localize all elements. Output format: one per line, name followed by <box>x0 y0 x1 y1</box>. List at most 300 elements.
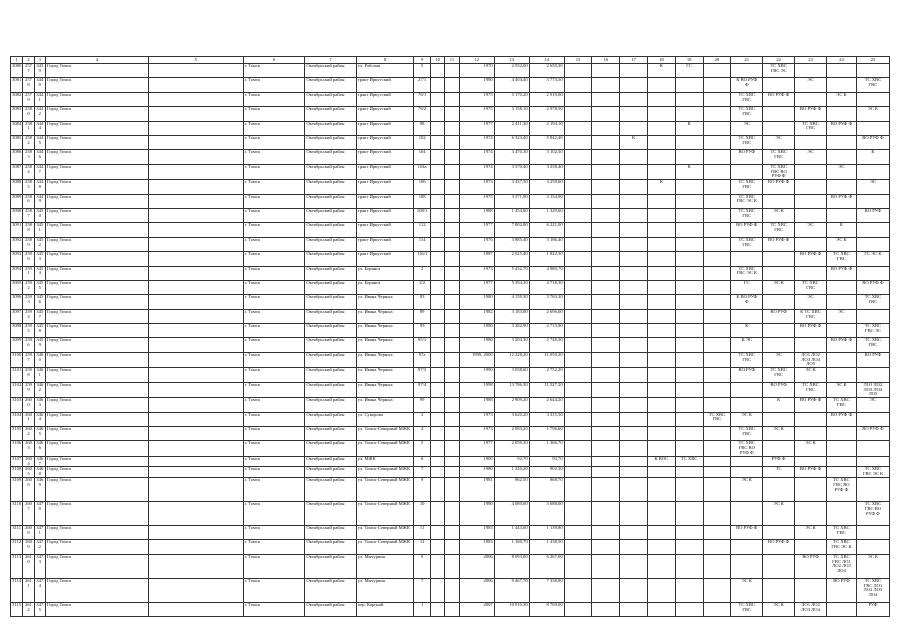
cell-col-16 <box>592 280 620 294</box>
cell-col-5 <box>148 107 243 121</box>
cell-col-21 <box>731 540 763 554</box>
cell-col-3: 3448 <box>34 180 45 194</box>
cell-col-8: ул. Беринга <box>356 280 414 294</box>
cell-col-15 <box>564 477 592 501</box>
cell-col-14: 3 258,40 <box>529 164 564 179</box>
cell-col-15 <box>564 602 592 616</box>
cell-col-23 <box>795 92 827 106</box>
cell-col-15 <box>564 441 592 456</box>
cell-col-14: 3 102,30 <box>529 150 564 164</box>
cell-col-21 <box>731 501 763 525</box>
cell-col-5 <box>148 194 243 208</box>
cell-col-20 <box>703 352 731 367</box>
cell-col-13: 3 282,90 <box>494 324 529 338</box>
column-number-22: 22 <box>763 57 795 64</box>
cell-col-20 <box>703 194 731 208</box>
cell-col-20 <box>703 92 731 106</box>
cell-col-25: РУФ <box>856 602 889 616</box>
cell-col-24 <box>827 150 857 164</box>
cell-col-11 <box>445 135 459 149</box>
cell-col-7: Октябрьский район <box>305 78 356 92</box>
cell-col-23: К ТС ХВС ГВС <box>795 309 827 323</box>
cell-col-12: 2006 <box>459 578 494 602</box>
cell-col-14: 2 696,00 <box>529 309 564 323</box>
cell-col-3: 3439 <box>34 64 45 78</box>
cell-col-3: 3470 <box>34 501 45 525</box>
cell-col-6: г. Томск <box>243 150 305 164</box>
cell-col-19 <box>675 578 703 602</box>
cell-col-25 <box>856 121 889 135</box>
cell-col-3: 3461 <box>34 368 45 382</box>
table-row <box>11 477 890 501</box>
cell-col-16 <box>592 194 620 208</box>
cell-col-24 <box>827 352 857 367</box>
cell-col-7: Октябрьский район <box>305 324 356 338</box>
cell-col-25 <box>856 64 889 78</box>
cell-col-5 <box>148 237 243 251</box>
cell-col-12: 1975 <box>459 194 494 208</box>
cell-col-8: ул. Ивана Черных <box>356 368 414 382</box>
cell-col-7: Октябрьский район <box>305 208 356 222</box>
cell-col-18 <box>647 194 675 208</box>
cell-col-16 <box>592 78 620 92</box>
cell-col-19 <box>675 602 703 616</box>
cell-col-25: ТС ХВС ГВС ВО РУФ Ф <box>856 501 889 525</box>
cell-col-23 <box>795 266 827 280</box>
cell-col-16 <box>592 309 620 323</box>
cell-col-3: 3468 <box>34 467 45 478</box>
cell-col-23: ВО РУФ <box>795 554 827 578</box>
cell-col-22: ВО РУФ Ф <box>763 92 795 106</box>
cell-col-12: 1977 <box>459 280 494 294</box>
cell-col-4: Город Томск <box>45 352 148 367</box>
cell-col-2: 2603 <box>23 441 34 456</box>
table-row <box>11 194 890 208</box>
cell-col-25: ГС ЭС К <box>856 252 889 266</box>
cell-col-6: г. Томск <box>243 501 305 525</box>
cell-col-12: 1977 <box>459 441 494 456</box>
cell-col-24: ЭС <box>827 164 857 179</box>
cell-col-23 <box>795 456 827 467</box>
cell-col-17 <box>620 252 648 266</box>
cell-col-2: 2611 <box>23 578 34 602</box>
cell-col-4: Город Томск <box>45 477 148 501</box>
cell-col-6: г. Томск <box>243 280 305 294</box>
cell-col-8: тракт Иркутский <box>356 194 414 208</box>
column-number-11: 11 <box>445 57 459 64</box>
cell-col-18 <box>647 252 675 266</box>
cell-col-18 <box>647 150 675 164</box>
cell-col-6: г. Томск <box>243 295 305 309</box>
cell-col-11 <box>445 223 459 237</box>
cell-col-9: 12 <box>414 540 430 554</box>
cell-col-20 <box>703 135 731 149</box>
cell-col-22 <box>763 525 795 539</box>
cell-col-13: 3 038,60 <box>494 368 529 382</box>
cell-col-12: 1975 <box>459 107 494 121</box>
cell-col-1: 3112 <box>11 540 23 554</box>
cell-col-7: Октябрьский район <box>305 64 356 78</box>
cell-col-8: тракт Иркутский <box>356 121 414 135</box>
cell-col-10 <box>430 295 444 309</box>
cell-col-22: ТС ХВС ГВС <box>763 150 795 164</box>
cell-col-1: 3099 <box>11 338 23 352</box>
cell-col-13: 3 158,10 <box>494 107 529 121</box>
cell-col-12: 1988 <box>459 208 494 222</box>
cell-col-16 <box>592 252 620 266</box>
cell-col-17 <box>620 398 648 412</box>
cell-col-15 <box>564 223 592 237</box>
cell-col-10 <box>430 382 444 397</box>
table-row <box>11 107 890 121</box>
cell-col-15 <box>564 295 592 309</box>
cell-col-20 <box>703 554 731 578</box>
cell-col-3: 3475 <box>34 602 45 616</box>
cell-col-4: Город Томск <box>45 578 148 602</box>
cell-col-13: 10 910,30 <box>494 602 529 616</box>
cell-col-7: Октябрьский район <box>305 477 356 501</box>
cell-col-17 <box>620 223 648 237</box>
cell-col-5 <box>148 501 243 525</box>
cell-col-11 <box>445 107 459 121</box>
cell-col-25: ВО РУФ <box>856 208 889 222</box>
cell-col-1: 3113 <box>11 554 23 578</box>
cell-col-5 <box>148 121 243 135</box>
cell-col-11 <box>445 64 459 78</box>
column-number-6: 6 <box>243 57 305 64</box>
cell-col-12: 1981 <box>459 477 494 501</box>
cell-col-21: К ЭС <box>731 338 763 352</box>
cell-col-18: К <box>647 64 675 78</box>
cell-col-24 <box>827 295 857 309</box>
cell-col-25: ТС ХВС ГВС ЭС К <box>856 467 889 478</box>
cell-col-10 <box>430 237 444 251</box>
cell-col-11 <box>445 525 459 539</box>
cell-col-5 <box>148 266 243 280</box>
cell-col-20 <box>703 180 731 194</box>
cell-col-1: 3111 <box>11 525 23 539</box>
cell-col-25 <box>856 456 889 467</box>
cell-col-18 <box>647 540 675 554</box>
cell-col-19 <box>675 223 703 237</box>
cell-col-11 <box>445 121 459 135</box>
cell-col-7: Октябрьский район <box>305 602 356 616</box>
cell-col-7: Октябрьский район <box>305 368 356 382</box>
cell-col-2: 2582 <box>23 135 34 149</box>
cell-col-16 <box>592 107 620 121</box>
cell-col-12: 1970 <box>459 64 494 78</box>
cell-col-6: г. Томск <box>243 368 305 382</box>
cell-col-3: 3474 <box>34 578 45 602</box>
cell-col-14: 7 338,80 <box>529 578 564 602</box>
cell-col-21: ТС ХВС ГВС <box>731 426 763 440</box>
cell-col-23: ЛО1 ЛО2 ЛО3 ЛО4 ЛО5 <box>795 352 827 367</box>
cell-col-23 <box>795 237 827 251</box>
cell-col-13: 1 160,70 <box>494 540 529 554</box>
cell-col-22 <box>763 107 795 121</box>
cell-col-11 <box>445 208 459 222</box>
cell-col-21: К ВО РУФ Ф <box>731 295 763 309</box>
cell-col-9: 7 <box>414 467 430 478</box>
cell-col-21 <box>731 398 763 412</box>
cell-col-1: 3094 <box>11 266 23 280</box>
cell-col-18 <box>647 266 675 280</box>
cell-col-23: ЭС К <box>795 368 827 382</box>
cell-col-5 <box>148 525 243 539</box>
cell-col-23 <box>795 540 827 554</box>
cell-col-21: ЭС К <box>731 412 763 426</box>
cell-col-19 <box>675 295 703 309</box>
cell-col-2: 2612 <box>23 602 34 616</box>
cell-col-4: Город Томск <box>45 223 148 237</box>
cell-col-12: 1977 <box>459 223 494 237</box>
cell-col-8: ул. Томск-Северный МЖК <box>356 467 414 478</box>
cell-col-2: 2586 <box>23 194 34 208</box>
cell-col-12: 1973 <box>459 426 494 440</box>
cell-col-13: 2 932,00 <box>494 64 529 78</box>
cell-col-19 <box>675 426 703 440</box>
cell-col-4: Город Томск <box>45 382 148 397</box>
cell-col-1: 3088 <box>11 180 23 194</box>
cell-col-12: 1975 <box>459 92 494 106</box>
cell-col-2: 2584 <box>23 164 34 179</box>
cell-col-11 <box>445 280 459 294</box>
cell-col-13: 3 620,20 <box>494 412 529 426</box>
cell-col-6: г. Томск <box>243 456 305 467</box>
cell-col-20 <box>703 266 731 280</box>
cell-col-2: 2604 <box>23 456 34 467</box>
cell-col-2: 2594 <box>23 309 34 323</box>
cell-col-22: ТС ХВС ГВС ВО РУФ Ф <box>763 164 795 179</box>
cell-col-22 <box>763 252 795 266</box>
cell-col-3: 3456 <box>34 295 45 309</box>
cell-col-7: Октябрьский район <box>305 456 356 467</box>
cell-col-15 <box>564 338 592 352</box>
cell-col-25 <box>856 194 889 208</box>
table-row <box>11 456 890 467</box>
cell-col-17 <box>620 266 648 280</box>
cell-col-25 <box>856 368 889 382</box>
cell-col-8: тракт Иркутский <box>356 135 414 149</box>
cell-col-12: 1980 <box>459 501 494 525</box>
cell-col-16 <box>592 368 620 382</box>
column-number-19: 19 <box>675 57 703 64</box>
cell-col-13: 9 467,70 <box>494 578 529 602</box>
cell-col-5 <box>148 324 243 338</box>
cell-col-4: Город Томск <box>45 456 148 467</box>
cell-col-17 <box>620 107 648 121</box>
cell-col-10 <box>430 578 444 602</box>
cell-col-14: 3 259,60 <box>529 180 564 194</box>
cell-col-3: 3460 <box>34 352 45 367</box>
cell-col-21: ТС ХВС ГВС ВО РУФ Ф <box>731 441 763 456</box>
cell-col-11 <box>445 237 459 251</box>
cell-col-18 <box>647 107 675 121</box>
cell-col-4: Город Томск <box>45 64 148 78</box>
cell-col-22: ВО РУФ <box>763 382 795 397</box>
cell-col-2: 2599 <box>23 382 34 397</box>
cell-col-24 <box>827 368 857 382</box>
cell-col-13: 2 025,40 <box>494 252 529 266</box>
cell-col-10 <box>430 252 444 266</box>
cell-col-9: 1 <box>414 602 430 616</box>
cell-col-8: ул. Томск-Северный МЖК <box>356 441 414 456</box>
cell-col-18 <box>647 382 675 397</box>
cell-col-19 <box>675 150 703 164</box>
cell-col-20 <box>703 309 731 323</box>
cell-col-11 <box>445 92 459 106</box>
cell-col-14: 2 752,20 <box>529 368 564 382</box>
housing-registry-table <box>10 56 890 617</box>
cell-col-16 <box>592 382 620 397</box>
cell-col-6: г. Томск <box>243 64 305 78</box>
cell-col-22 <box>763 324 795 338</box>
column-number-9: 9 <box>414 57 430 64</box>
cell-col-23 <box>795 426 827 440</box>
column-number-17: 17 <box>620 57 648 64</box>
cell-col-3: 3442 <box>34 107 45 121</box>
cell-col-18 <box>647 92 675 106</box>
cell-col-7: Октябрьский район <box>305 426 356 440</box>
cell-col-5 <box>148 540 243 554</box>
cell-col-3: 3445 <box>34 135 45 149</box>
column-number-4: 4 <box>45 57 148 64</box>
cell-col-9: 89 <box>414 309 430 323</box>
table-row <box>11 309 890 323</box>
cell-col-10 <box>430 467 444 478</box>
cell-col-2: 2605 <box>23 467 34 478</box>
cell-col-20 <box>703 382 731 397</box>
cell-col-13: 3 570,40 <box>494 164 529 179</box>
cell-col-22: ТС ХВС ГВС <box>763 223 795 237</box>
cell-col-23 <box>795 501 827 525</box>
cell-col-15 <box>564 398 592 412</box>
cell-col-24: ЭС <box>827 309 857 323</box>
column-number-21: 21 <box>731 57 763 64</box>
cell-col-24 <box>827 78 857 92</box>
cell-col-12: 1976 <box>459 237 494 251</box>
cell-col-21: ЭС К <box>731 578 763 602</box>
column-number-14: 14 <box>529 57 564 64</box>
cell-col-10 <box>430 456 444 467</box>
cell-col-6: г. Томск <box>243 382 305 397</box>
cell-col-22 <box>763 78 795 92</box>
cell-col-19 <box>675 501 703 525</box>
cell-col-25: ТС ХВС ГВС ЭС <box>856 324 889 338</box>
cell-col-24: ТС ХВС ГВС <box>827 252 857 266</box>
cell-col-18 <box>647 578 675 602</box>
table-row <box>11 78 890 92</box>
cell-col-4: Город Томск <box>45 338 148 352</box>
cell-col-21: К <box>731 324 763 338</box>
cell-col-9: 104а <box>414 164 430 179</box>
cell-col-6: г. Томск <box>243 309 305 323</box>
cell-col-25: ТС ХВС ГВС <box>856 78 889 92</box>
cell-col-4: Город Томск <box>45 208 148 222</box>
cell-col-24 <box>827 426 857 440</box>
cell-col-15 <box>564 237 592 251</box>
table-row <box>11 208 890 222</box>
cell-col-22: ЭС К <box>763 602 795 616</box>
cell-col-21: ТС ХВС ГВС <box>731 135 763 149</box>
cell-col-11 <box>445 456 459 467</box>
column-number-25: 25 <box>856 57 889 64</box>
cell-col-12: 1987 <box>459 252 494 266</box>
cell-col-16 <box>592 456 620 467</box>
cell-col-17 <box>620 426 648 440</box>
cell-col-8: ул. Томск-Северный МЖК <box>356 501 414 525</box>
cell-col-23: ЭС <box>795 150 827 164</box>
cell-col-7: Октябрьский район <box>305 180 356 194</box>
cell-col-16 <box>592 398 620 412</box>
cell-col-7: Октябрьский район <box>305 194 356 208</box>
cell-col-7: Октябрьский район <box>305 398 356 412</box>
cell-col-14: 2 713,90 <box>529 324 564 338</box>
cell-col-6: г. Томск <box>243 338 305 352</box>
cell-col-14: 1 438,50 <box>529 540 564 554</box>
cell-col-24 <box>827 602 857 616</box>
cell-col-6: г. Томск <box>243 352 305 367</box>
cell-col-4: Город Томск <box>45 150 148 164</box>
cell-col-11 <box>445 540 459 554</box>
cell-col-6: г. Томск <box>243 554 305 578</box>
cell-col-5 <box>148 164 243 179</box>
cell-col-6: г. Томск <box>243 578 305 602</box>
cell-col-10 <box>430 266 444 280</box>
cell-col-15 <box>564 554 592 578</box>
cell-col-8: тракт Иркутский <box>356 252 414 266</box>
cell-col-24 <box>827 456 857 467</box>
cell-col-17 <box>620 338 648 352</box>
cell-col-5 <box>148 441 243 456</box>
cell-col-25: ВО РУФ Ф <box>856 426 889 440</box>
cell-col-2: 2578 <box>23 78 34 92</box>
cell-col-21: ЭС <box>731 121 763 135</box>
cell-col-15 <box>564 467 592 478</box>
cell-col-21: ТС ХВС ГВС ЭС К <box>731 194 763 208</box>
cell-col-22: ТС <box>763 467 795 478</box>
cell-col-6: г. Томск <box>243 324 305 338</box>
cell-col-13: 3 204,30 <box>494 338 529 352</box>
cell-col-8: тракт Иркутский <box>356 180 414 194</box>
cell-col-19 <box>675 398 703 412</box>
cell-col-18 <box>647 121 675 135</box>
cell-col-8: ул. Рабочая <box>356 64 414 78</box>
cell-col-23 <box>795 338 827 352</box>
cell-col-15 <box>564 107 592 121</box>
cell-col-20: ТС ХВС ГВС <box>703 412 731 426</box>
column-number-20: 20 <box>703 57 731 64</box>
cell-col-9: 106 <box>414 180 430 194</box>
cell-col-21: ТС ХВС ГВС <box>731 208 763 222</box>
cell-col-9: 7 <box>414 578 430 602</box>
cell-col-6: г. Томск <box>243 208 305 222</box>
cell-col-25 <box>856 441 889 456</box>
cell-col-4: Город Томск <box>45 525 148 539</box>
cell-col-19 <box>675 237 703 251</box>
cell-col-24: ТС ХВС ГВС ЛО1 ЛО2 ЛО3 ЛО4 <box>827 554 857 578</box>
table-row <box>11 92 890 106</box>
cell-col-23: ВО РУФ Ф <box>795 252 827 266</box>
cell-col-24: ЭС К <box>827 237 857 251</box>
cell-col-23: ЛО1 ЛО2 ЛО3 ЛО4 <box>795 602 827 616</box>
cell-col-11 <box>445 412 459 426</box>
cell-col-13: 7 002,00 <box>494 223 529 237</box>
cell-col-25: К <box>856 150 889 164</box>
table-row <box>11 501 890 525</box>
cell-col-20 <box>703 237 731 251</box>
cell-col-18: К <box>647 180 675 194</box>
